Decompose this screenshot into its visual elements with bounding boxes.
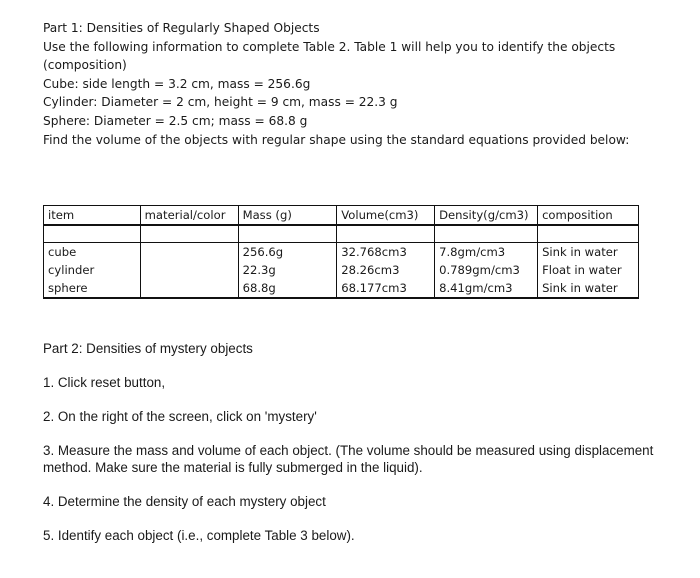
part1-section (43, 19, 663, 149)
header-density: Density(g/cm3) (435, 206, 538, 226)
cell-material-color (140, 279, 238, 298)
step-3: 3. Measure the mass and volume of each object. (The volume should be measured using displacement method. Make sure the material is fully submerged in the liquid). (43, 443, 654, 475)
cell-material-color (140, 243, 238, 262)
cell-density: 0.789gm/cm3 (435, 261, 538, 279)
spacer-cell (140, 225, 238, 243)
cell-composition: Sink in water (538, 279, 639, 298)
header-material-color: material/color (140, 206, 238, 226)
table-spacer-row (44, 225, 639, 243)
cell-mass: 68.8g (238, 279, 337, 298)
cell-item: cube (44, 243, 141, 262)
spacer-cell (238, 225, 337, 243)
step-4: 4. Determine the density of each mystery object (43, 494, 326, 509)
part2-title: Part 2: Densities of mystery objects (43, 341, 253, 356)
cell-mass: 256.6g (238, 243, 337, 262)
cell-density: 8.41gm/cm3 (435, 279, 538, 298)
cell-mass: 22.3g (238, 261, 337, 279)
cell-item: cylinder (44, 261, 141, 279)
step-5: 5. Identify each object (i.e., complete Table 3 below). (43, 528, 355, 543)
cell-volume: 68.177cm3 (337, 279, 435, 298)
cell-material-color (140, 261, 238, 279)
spacer-cell (435, 225, 538, 243)
find-volume-instruction: Find the volume of the objects with regular shape using the standard equations provided below: (43, 132, 630, 147)
cell-volume: 28.26cm3 (337, 261, 435, 279)
part1-instructions-line1: Use the following information to complete Table 2. Table 1 will help you to identify the objects (43, 39, 616, 54)
table-row-cylinder (44, 261, 639, 279)
cube-info: Cube: side length = 3.2 cm, mass = 256.6g (43, 76, 311, 91)
table-header-row (44, 206, 639, 226)
header-item: item (44, 206, 141, 226)
part1-instructions-line2: (composition) (43, 58, 127, 73)
header-composition: composition (538, 206, 639, 226)
spacer-cell (337, 225, 435, 243)
table-row-sphere (44, 279, 639, 298)
cell-volume: 32.768cm3 (337, 243, 435, 262)
header-mass: Mass (g) (238, 206, 337, 226)
table-row-cube (44, 243, 639, 262)
cell-composition: Sink in water (538, 243, 639, 262)
spacer-cell (538, 225, 639, 243)
step-1: 1. Click reset button, (43, 375, 166, 390)
cell-composition: Float in water (538, 261, 639, 279)
part1-title: Part 1: Densities of Regularly Shaped Objects (43, 21, 320, 35)
sphere-info: Sphere: Diameter = 2.5 cm; mass = 68.8 g (43, 113, 308, 128)
cell-density: 7.8gm/cm3 (435, 243, 538, 262)
part2-section (43, 340, 663, 561)
density-table (43, 205, 639, 299)
step-2: 2. On the right of the screen, click on 'mystery' (43, 409, 317, 424)
cell-item: sphere (44, 279, 141, 298)
header-volume: Volume(cm3) (337, 206, 435, 226)
cylinder-info: Cylinder: Diameter = 2 cm, height = 9 cm, mass = 22.3 g (43, 95, 398, 110)
spacer-cell (44, 225, 141, 243)
